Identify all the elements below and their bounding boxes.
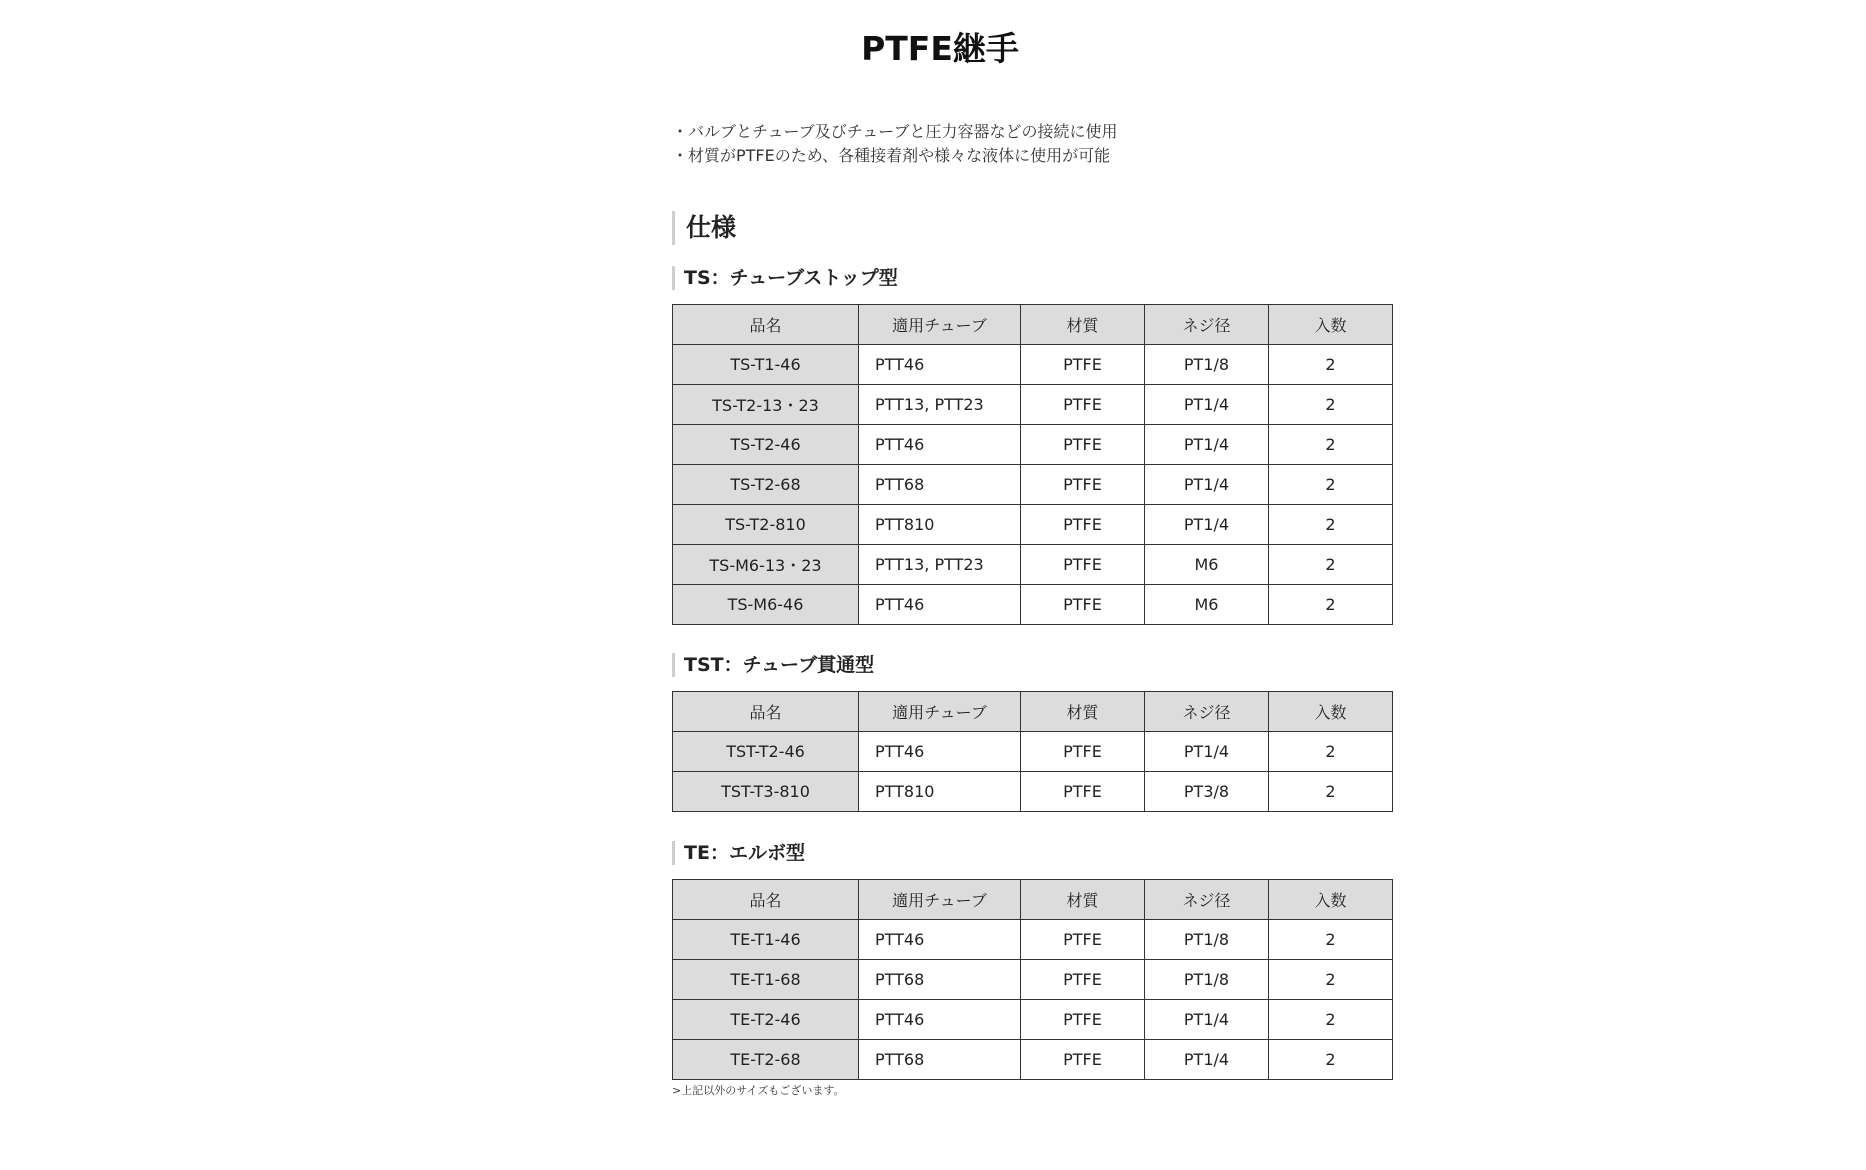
page-title: PTFE継手 — [861, 29, 1019, 69]
table-row — [673, 345, 1393, 385]
quantity-cell: 2 — [1269, 345, 1393, 385]
product-name-cell: TST-T2-46 — [673, 732, 859, 772]
material-cell: PTFE — [1021, 1040, 1145, 1080]
material-cell: PTFE — [1021, 772, 1145, 812]
table-row — [673, 960, 1393, 1000]
thread-cell: PT1/4 — [1145, 385, 1269, 425]
thread-cell: PT1/4 — [1145, 505, 1269, 545]
thread-cell: PT1/4 — [1145, 1040, 1269, 1080]
product-name-cell: TE-T1-68 — [673, 960, 859, 1000]
spec-heading: 仕様 — [672, 211, 1412, 245]
column-header-material: 材質 — [1021, 692, 1145, 732]
column-header-name: 品名 — [673, 692, 859, 732]
tube-cell: PTT46 — [859, 585, 1021, 625]
product-name-cell: TS-M6-46 — [673, 585, 859, 625]
material-cell: PTFE — [1021, 345, 1145, 385]
thread-cell: PT1/4 — [1145, 465, 1269, 505]
column-header-material: 材質 — [1021, 880, 1145, 920]
tube-cell: PTT13, PTT23 — [859, 545, 1021, 585]
tube-cell: PTT46 — [859, 1000, 1021, 1040]
table-row — [673, 1040, 1393, 1080]
material-cell: PTFE — [1021, 465, 1145, 505]
material-cell: PTFE — [1021, 920, 1145, 960]
tube-cell: PTT46 — [859, 920, 1021, 960]
material-cell: PTFE — [1021, 505, 1145, 545]
table-row — [673, 1000, 1393, 1040]
column-header-thread: ネジ径 — [1145, 880, 1269, 920]
tst-table-heading: TST：チューブ貫通型 — [672, 653, 1412, 677]
quantity-cell: 2 — [1269, 385, 1393, 425]
quantity-cell: 2 — [1269, 732, 1393, 772]
column-header-thread: ネジ径 — [1145, 692, 1269, 732]
table-row — [673, 585, 1393, 625]
quantity-cell: 2 — [1269, 465, 1393, 505]
product-name-cell: TS-T2-46 — [673, 425, 859, 465]
material-cell: PTFE — [1021, 425, 1145, 465]
quantity-cell: 2 — [1269, 505, 1393, 545]
column-header-quantity: 入数 — [1269, 692, 1393, 732]
quantity-cell: 2 — [1269, 545, 1393, 585]
product-name-cell: TST-T3-810 — [673, 772, 859, 812]
quantity-cell: 2 — [1269, 1040, 1393, 1080]
table-row — [673, 465, 1393, 505]
table-header-row — [673, 692, 1393, 732]
table-header-row — [673, 305, 1393, 345]
tube-cell: PTT46 — [859, 732, 1021, 772]
product-name-cell: TS-T2-68 — [673, 465, 859, 505]
te-spec-table — [672, 879, 1393, 1080]
tube-cell: PTT46 — [859, 425, 1021, 465]
column-header-quantity: 入数 — [1269, 880, 1393, 920]
material-cell: PTFE — [1021, 1000, 1145, 1040]
column-header-tube: 適用チューブ — [859, 692, 1021, 732]
quantity-cell: 2 — [1269, 585, 1393, 625]
material-cell: PTFE — [1021, 545, 1145, 585]
footnote: >上記以外のサイズもございます。 — [672, 1084, 845, 1097]
tube-cell: PTT68 — [859, 465, 1021, 505]
thread-cell: PT1/4 — [1145, 1000, 1269, 1040]
table-row — [673, 425, 1393, 465]
product-name-cell: TE-T2-68 — [673, 1040, 859, 1080]
tube-cell: PTT68 — [859, 1040, 1021, 1080]
table-row — [673, 545, 1393, 585]
table-header-row — [673, 880, 1393, 920]
intro-item: ・材質がPTFEのため、各種接着剤や様々な液体に使用が可能 — [672, 146, 1111, 165]
column-header-tube: 適用チューブ — [859, 305, 1021, 345]
column-header-quantity: 入数 — [1269, 305, 1393, 345]
column-header-material: 材質 — [1021, 305, 1145, 345]
quantity-cell: 2 — [1269, 1000, 1393, 1040]
ts-spec-table — [672, 304, 1393, 625]
thread-cell: PT3/8 — [1145, 772, 1269, 812]
tube-cell: PTT13, PTT23 — [859, 385, 1021, 425]
thread-cell: PT1/8 — [1145, 960, 1269, 1000]
thread-cell: M6 — [1145, 545, 1269, 585]
table-row — [673, 920, 1393, 960]
product-name-cell: TS-T1-46 — [673, 345, 859, 385]
product-name-cell: TS-T2-810 — [673, 505, 859, 545]
material-cell: PTFE — [1021, 385, 1145, 425]
tube-cell: PTT810 — [859, 772, 1021, 812]
quantity-cell: 2 — [1269, 920, 1393, 960]
thread-cell: M6 — [1145, 585, 1269, 625]
product-name-cell: TE-T1-46 — [673, 920, 859, 960]
quantity-cell: 2 — [1269, 772, 1393, 812]
column-header-name: 品名 — [673, 880, 859, 920]
product-name-cell: TE-T2-46 — [673, 1000, 859, 1040]
column-header-name: 品名 — [673, 305, 859, 345]
material-cell: PTFE — [1021, 732, 1145, 772]
product-name-cell: TS-T2-13・23 — [673, 385, 859, 425]
product-name-cell: TS-M6-13・23 — [673, 545, 859, 585]
tst-spec-table — [672, 691, 1393, 812]
thread-cell: PT1/8 — [1145, 345, 1269, 385]
column-header-thread: ネジ径 — [1145, 305, 1269, 345]
thread-cell: PT1/4 — [1145, 425, 1269, 465]
material-cell: PTFE — [1021, 585, 1145, 625]
column-header-tube: 適用チューブ — [859, 880, 1021, 920]
tube-cell: PTT68 — [859, 960, 1021, 1000]
table-row — [673, 385, 1393, 425]
te-table-heading: TE：エルボ型 — [672, 841, 1412, 865]
quantity-cell: 2 — [1269, 425, 1393, 465]
thread-cell: PT1/8 — [1145, 920, 1269, 960]
product-content — [672, 120, 1412, 1099]
table-row — [673, 772, 1393, 812]
tube-cell: PTT810 — [859, 505, 1021, 545]
tube-cell: PTT46 — [859, 345, 1021, 385]
table-row — [673, 505, 1393, 545]
table-row — [673, 732, 1393, 772]
ts-table-heading: TS：チューブストップ型 — [672, 266, 1412, 290]
thread-cell: PT1/4 — [1145, 732, 1269, 772]
intro-item: ・バルブとチューブ及びチューブと圧力容器などの接続に使用 — [672, 122, 1118, 141]
quantity-cell: 2 — [1269, 960, 1393, 1000]
intro-list — [672, 120, 1412, 168]
material-cell: PTFE — [1021, 960, 1145, 1000]
